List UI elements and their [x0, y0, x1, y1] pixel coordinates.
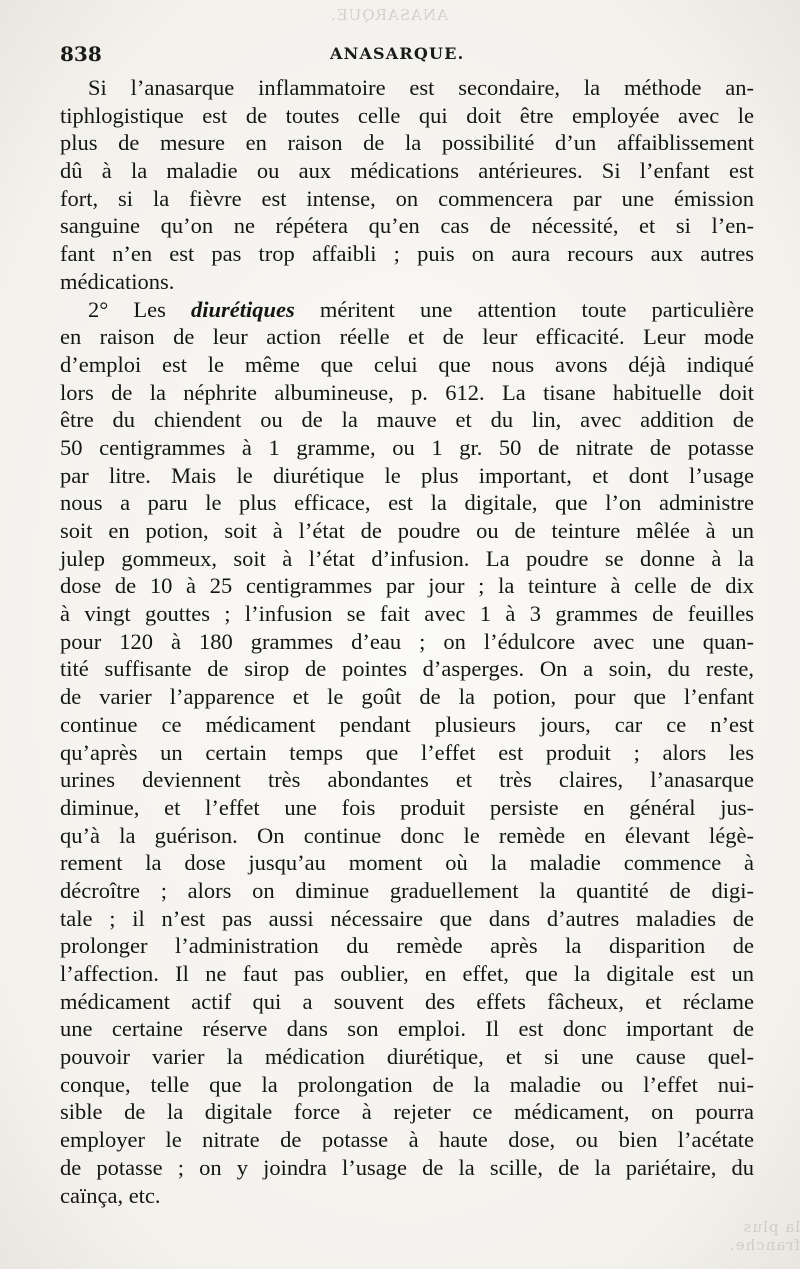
text-line: à vingt gouttes ; l’infusion se fait avec 1 à 3 grammes de feuilles — [60, 601, 754, 627]
text-line: fant n’en est pas trop affaibli ; puis on aura recours aux autres — [60, 241, 754, 267]
text-line: par litre. Mais le diurétique le plus important, et dont l’usage — [60, 462, 754, 488]
running-head: ANASARQUE. — [330, 44, 465, 63]
line-prefix: 2° Les — [88, 296, 191, 322]
bleed-through-top-text: ANASARQUE. — [330, 6, 448, 24]
text-line: employer le nitrate de potasse à haute dose, ou bien l’acétate — [60, 1127, 754, 1153]
text-line: médications. — [60, 268, 175, 294]
text-line: pouvoir varier la médication diurétique, et si une cause quel- — [60, 1044, 754, 1070]
text-line: qu’après un certain temps que l’effet est produit ; alors les — [60, 739, 754, 765]
text-line: nous a paru le plus efficace, est la digitale, que l’on administre — [60, 490, 754, 516]
line-suffix: méritent une attention toute particulière — [294, 296, 754, 322]
italic-term: diurétiques — [190, 296, 295, 322]
text-line: sanguine qu’on ne répétera qu’en cas de nécessité, et si l’en- — [60, 213, 754, 239]
text-line: 50 centigrammes à 1 gramme, ou 1 gr. 50 de nitrate de potasse — [60, 434, 754, 460]
text-line: décroître ; alors on diminue graduellement la quantité de digi- — [60, 877, 754, 903]
text-line: julep gommeux, soit à l’état d’infusion. La poudre se donne à la — [60, 545, 754, 571]
paragraph-2-first-line — [60, 296, 754, 324]
text-line: une certaine réserve dans son emploi. Il est donc important de — [60, 1016, 754, 1042]
text-line: plus de mesure en raison de la possibilité d’un affaiblissement — [60, 130, 754, 156]
text-line: de potasse ; on y joindra l’usage de la scille, de la pariétaire, du — [60, 1154, 754, 1180]
text-line: pour 120 à 180 grammes d’eau ; on l’édulcore avec une quan- — [60, 628, 754, 654]
text-line: dose de 10 à 25 centigrammes par jour ; la teinture à celle de dix — [60, 573, 754, 599]
text-line: diminue, et l’effet une fois produit persiste en général jus- — [60, 794, 754, 820]
text-line: tale ; il n’est pas aussi nécessaire que dans d’autres maladies de — [60, 905, 754, 931]
text-line: sible de la digitale force à rejeter ce médicament, on pourra — [60, 1099, 754, 1125]
text-line: conque, telle que la prolongation de la maladie ou l’effet nui- — [60, 1071, 754, 1097]
page-header — [60, 42, 750, 72]
text-line: de varier l’apparence et le goût de la potion, pour que l’enfant — [60, 684, 754, 710]
text-line: médicament actif qui a souvent des effets fâcheux, et réclame — [60, 988, 754, 1014]
bleed-through-bottom-text: la plus franche. — [728, 1218, 800, 1254]
text-line: en raison de leur action réelle et de leur efficacité. Leur mode — [60, 324, 754, 350]
text-line: prolonger l’administration du remède après la disparition de — [60, 933, 754, 959]
text-line: être du chiendent ou de la mauve et du lin, avec addition de — [60, 407, 754, 433]
text-line: soit en potion, soit à l’état de poudre ou de teinture mêlée à un — [60, 518, 754, 543]
text-line: d’emploi est le même que celui que nous avons déjà indiqué — [60, 351, 754, 377]
text-line: lors de la néphrite albumineuse, p. 612. La tisane habituelle doit — [60, 379, 754, 405]
text-line: fort, si la fièvre est intense, on commencera par une émission — [60, 185, 754, 211]
text-line: Si l’anasarque inflammatoire est secondaire, la méthode an- — [88, 75, 754, 100]
text-line: tité suffisante de sirop de pointes d’asperges. On a soin, du reste, — [60, 656, 754, 682]
text-line: dû à la maladie ou aux médications antérieures. Si l’enfant est — [60, 158, 754, 184]
text-line: rement la dose jusqu’au moment où la maladie commence à — [60, 850, 754, 876]
text-line: tiphlogistique est de toutes celle qui doit être employée avec le — [60, 102, 754, 128]
text-line: caïnça, etc. — [60, 1182, 161, 1208]
text-line: urines deviennent très abondantes et très claires, l’anasarque — [60, 767, 754, 793]
body-text — [60, 74, 754, 1209]
text-line: l’affection. Il ne faut pas oublier, en effet, que la digitale est un — [60, 961, 754, 986]
page-number: 838 — [60, 42, 102, 66]
text-line: continue ce médicament pendant plusieurs jours, car ce n’est — [60, 711, 754, 737]
text-line: qu’à la guérison. On continue donc le remède en élevant légè- — [60, 822, 754, 848]
